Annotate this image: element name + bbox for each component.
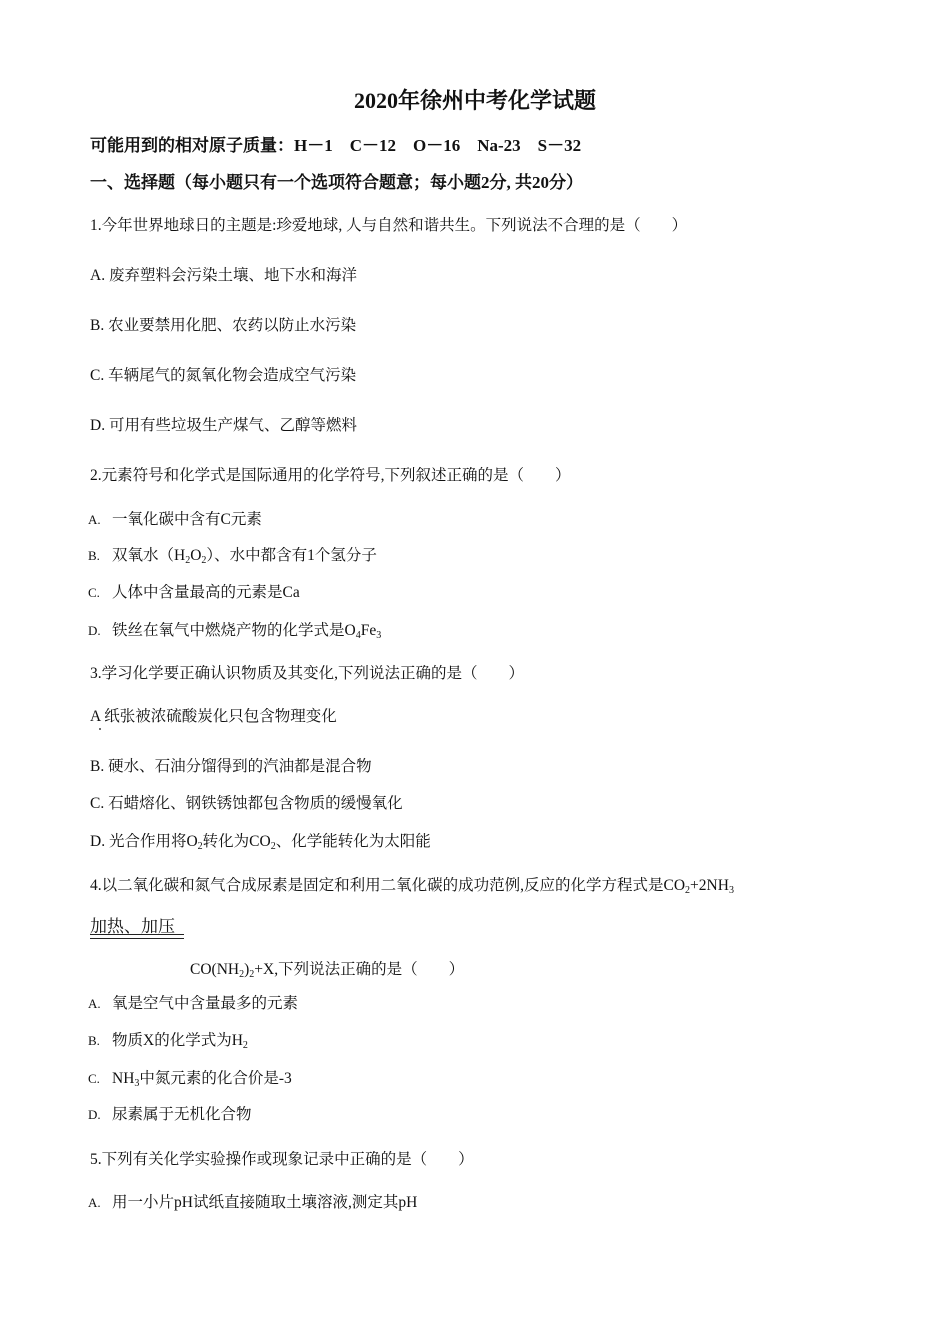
option-text: 石蜡熔化、钢铁锈蚀都包含物质的缓慢氧化 [108,795,403,812]
option-text: 、化学能转化为太阳能 [275,833,431,850]
question-1-option-b [90,313,356,335]
subscript: 2 [239,969,245,980]
equation-line-top [90,934,184,935]
atomic-masses-line: 可能用到的相对原子质量：H－1 C－12 O－16 Na-23 S－32 [90,136,582,155]
subscript: 3 [376,630,382,641]
option-text: 尿素属于无机化合物 [112,1106,252,1123]
option-text: O [190,547,202,564]
subscript: 2 [201,555,207,566]
subscript: 4 [355,630,361,641]
subscript: 2 [185,555,191,566]
subscript: 2 [249,969,255,980]
question-1-option-d [90,413,357,435]
option-text: ）、水中都含有1个氢分子 [206,547,377,564]
question-2-option-d [88,618,381,640]
option-label: B. [88,1033,100,1048]
question-2-option-c [88,580,300,602]
question-4-option-a [88,991,298,1013]
option-text: 铁丝在氧气中燃烧产物的化学式是O [112,622,356,639]
question-4-stem-continued [190,957,464,979]
question-5-option-a [88,1190,417,1212]
option-text: 纸张被浓硫酸炭化只包含物理变化 [104,708,337,725]
option-text: 物质X的化学式为H [112,1032,243,1049]
question-3-option-b [90,754,372,776]
question-1-stem: 1.今年世界地球日的主题是:珍爱地球, 人与自然和谐共生。下列说法不合理的是（ ） [90,217,688,234]
question-4-option-c [88,1066,292,1088]
option-text: 废弃塑料会污染土壤、地下水和海洋 [108,267,357,284]
page-title: 2020年徐州中考化学试题 [353,88,596,113]
option-label: B. [90,317,105,334]
option-text: 一氧化碳中含有C元素 [112,511,262,528]
subscript: 3 [134,1078,140,1089]
option-text: 氧是空气中含量最多的元素 [112,995,299,1012]
option-label: A. [90,267,106,284]
option-label: C. [88,585,100,600]
option-label: A. [88,1195,101,1210]
question-2-option-b [88,543,377,565]
subscript: 2 [685,885,691,896]
option-label: A. [88,512,101,527]
subscript: 2 [270,841,276,852]
question-2-option-a [88,507,262,529]
option-text: 人体中含量最高的元素是Ca [112,584,300,601]
option-text: 用一小片pH试纸直接随取土壤溶液,测定其pH [112,1194,418,1211]
question-2-stem: 2.元素符号和化学式是国际通用的化学符号,下列叙述正确的是（ ） [90,467,571,484]
question-4-option-d [88,1102,252,1124]
option-label: D. [90,833,106,850]
option-text: 可用有些垃圾生产煤气、乙醇等燃料 [108,417,357,434]
stem-text: ) [244,961,250,978]
stem-text: CO(NH [190,961,240,978]
option-label: C. [88,1071,100,1086]
question-5-stem: 5.下列有关化学实验操作或现象记录中正确的是（ ） [90,1151,474,1168]
question-3-option-a [90,704,337,726]
question-3-stem: 3.学习化学要正确认识物质及其变化,下列说法正确的是（ ） [90,665,525,682]
subscript: 2 [242,1040,248,1051]
question-3-option-d [90,829,431,851]
reaction-condition: 加热、加压 [90,917,175,936]
option-label: D. [90,417,106,434]
subscript: 3 [728,885,734,896]
option-label: C. [90,795,105,812]
question-1-option-c [90,363,356,385]
option-label: D. [88,623,101,638]
stem-text: +X,下列说法正确的是（ ） [254,961,465,978]
question-4-option-b [88,1028,248,1050]
option-label: B. [88,548,100,563]
option-label: A. [88,996,101,1011]
option-label: C. [90,367,105,384]
section-heading: 一、选择题（每小题只有一个选项符合题意；每小题2分, 共20分） [90,173,583,192]
option-text: 光合作用将O [108,833,198,850]
stray-dot [99,728,101,730]
option-text: 农业要禁用化肥、农药以防止水污染 [108,317,357,334]
option-label: D. [88,1107,101,1122]
option-text: 中氮元素的化合价是-3 [139,1070,292,1087]
stem-text: 4.以二氧化碳和氮气合成尿素是固定和利用二氧化碳的成功范例,反应的化学方程式是CO [90,877,686,894]
option-text: 双氧水（H [112,547,186,564]
option-text: 转化为CO [202,833,271,850]
option-text: NH [112,1070,135,1087]
question-1-option-a [90,263,357,285]
subscript: 2 [197,841,203,852]
question-4-stem [90,873,734,895]
option-label: B. [90,758,105,775]
question-3-option-c [90,791,403,813]
option-text: Fe [360,622,377,639]
option-label: A [90,708,101,725]
stem-text: +2NH [690,877,729,894]
equation-line-bottom [90,938,184,939]
option-text: 车辆尾气的氮氧化物会造成空气污染 [108,367,357,384]
option-text: 硬水、石油分馏得到的汽油都是混合物 [108,758,372,775]
